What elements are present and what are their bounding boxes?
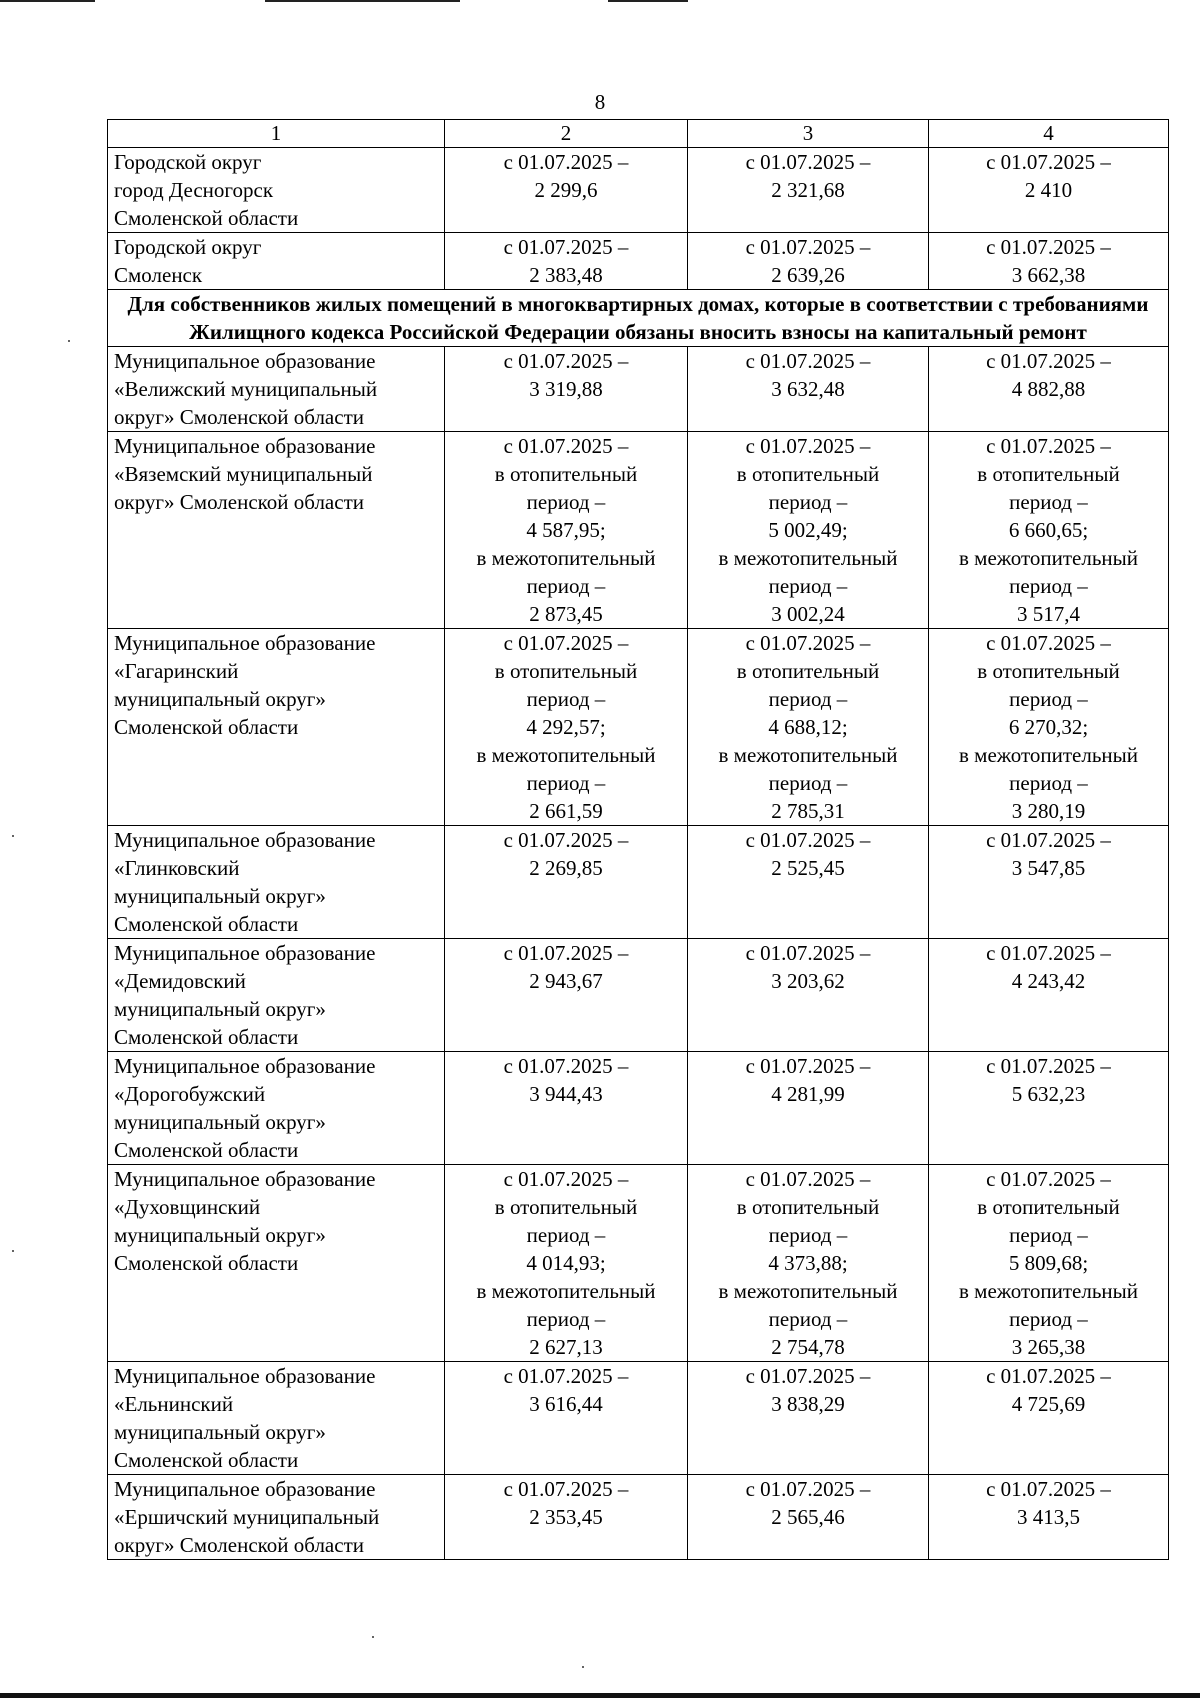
tariff-value: с 01.07.2025 – 3 413,5 bbox=[929, 1475, 1169, 1560]
table-row bbox=[108, 629, 1169, 826]
municipality-name: Муниципальное образование «Гагаринский муниципальный округ» Смоленской области bbox=[108, 629, 445, 826]
municipality-name: Муниципальное образование «Глинковский муниципальный округ» Смоленской области bbox=[108, 826, 445, 939]
column-header: 2 bbox=[445, 120, 688, 148]
scan-line bbox=[0, 0, 95, 2]
scan-speck bbox=[12, 1250, 14, 1252]
tariff-value: с 01.07.2025 – 2 269,85 bbox=[445, 826, 688, 939]
tariff-value: с 01.07.2025 – 2 383,48 bbox=[445, 233, 688, 290]
scan-line bbox=[265, 0, 460, 2]
municipality-name: Муниципальное образование «Ершичский муниципальный округ» Смоленской области bbox=[108, 1475, 445, 1560]
tariff-table bbox=[107, 119, 1169, 1560]
tariff-value: с 01.07.2025 – 2 299,6 bbox=[445, 148, 688, 233]
municipality-name: Городской округ город Десногорск Смоленской области bbox=[108, 148, 445, 233]
tariff-value: с 01.07.2025 – 3 547,85 bbox=[929, 826, 1169, 939]
tariff-value: с 01.07.2025 – 4 281,99 bbox=[688, 1052, 929, 1165]
scan-speck bbox=[372, 1636, 374, 1638]
table-row bbox=[108, 347, 1169, 432]
table-row bbox=[108, 148, 1169, 233]
page-number: 8 bbox=[594, 90, 606, 114]
scan-line bbox=[608, 0, 688, 2]
tariff-value: с 01.07.2025 – в отопительный период – 6 660,65; в межотопительный период – 3 517,4 bbox=[929, 432, 1169, 629]
tariff-value: с 01.07.2025 – 3 632,48 bbox=[688, 347, 929, 432]
table-row bbox=[108, 1362, 1169, 1475]
tariff-value: с 01.07.2025 – в отопительный период – 4 373,88; в межотопительный период – 2 754,78 bbox=[688, 1165, 929, 1362]
table-header-row bbox=[108, 120, 1169, 148]
table-row bbox=[108, 432, 1169, 629]
tariff-value: с 01.07.2025 – в отопительный период – 4 014,93; в межотопительный период – 2 627,13 bbox=[445, 1165, 688, 1362]
table-row bbox=[108, 1165, 1169, 1362]
scan-speck bbox=[582, 1666, 584, 1668]
tariff-value: с 01.07.2025 – 3 203,62 bbox=[688, 939, 929, 1052]
scan-artifact-top bbox=[0, 0, 700, 4]
scan-speck bbox=[12, 835, 14, 837]
scan-artifact-bottom bbox=[0, 1693, 1200, 1698]
municipality-name: Муниципальное образование «Велижский муниципальный округ» Смоленской области bbox=[108, 347, 445, 432]
tariff-value: с 01.07.2025 – 3 662,38 bbox=[929, 233, 1169, 290]
scan-speck bbox=[68, 340, 70, 342]
table-row bbox=[108, 233, 1169, 290]
section-heading-row bbox=[108, 290, 1169, 347]
tariff-value: с 01.07.2025 – 2 565,46 bbox=[688, 1475, 929, 1560]
tariff-value: с 01.07.2025 – 4 882,88 bbox=[929, 347, 1169, 432]
tariff-value: с 01.07.2025 – в отопительный период – 6 270,32; в межотопительный период – 3 280,19 bbox=[929, 629, 1169, 826]
tariff-value: с 01.07.2025 – 2 353,45 bbox=[445, 1475, 688, 1560]
tariff-value: с 01.07.2025 – 2 321,68 bbox=[688, 148, 929, 233]
tariff-value: с 01.07.2025 – в отопительный период – 5 809,68; в межотопительный период – 3 265,38 bbox=[929, 1165, 1169, 1362]
municipality-name: Городской округ Смоленск bbox=[108, 233, 445, 290]
municipality-name: Муниципальное образование «Вяземский муниципальный округ» Смоленской области bbox=[108, 432, 445, 629]
tariff-value: с 01.07.2025 – 4 243,42 bbox=[929, 939, 1169, 1052]
municipality-name: Муниципальное образование «Духовщинский муниципальный округ» Смоленской области bbox=[108, 1165, 445, 1362]
column-header: 3 bbox=[688, 120, 929, 148]
tariff-value: с 01.07.2025 – 2 410 bbox=[929, 148, 1169, 233]
municipality-name: Муниципальное образование «Дорогобужский муниципальный округ» Смоленской области bbox=[108, 1052, 445, 1165]
tariff-value: с 01.07.2025 – 3 319,88 bbox=[445, 347, 688, 432]
table-row bbox=[108, 1052, 1169, 1165]
tariff-value: с 01.07.2025 – 3 944,43 bbox=[445, 1052, 688, 1165]
tariff-value: с 01.07.2025 – 2 639,26 bbox=[688, 233, 929, 290]
table-row bbox=[108, 1475, 1169, 1560]
tariff-value: с 01.07.2025 – в отопительный период – 4 688,12; в межотопительный период – 2 785,31 bbox=[688, 629, 929, 826]
municipality-name: Муниципальное образование «Ельнинский муниципальный округ» Смоленской области bbox=[108, 1362, 445, 1475]
tariff-value: с 01.07.2025 – 3 838,29 bbox=[688, 1362, 929, 1475]
tariff-value: с 01.07.2025 – 2 525,45 bbox=[688, 826, 929, 939]
column-header: 4 bbox=[929, 120, 1169, 148]
section-heading: Для собственников жилых помещений в многоквартирных домах, которые в соответствии с требованиями Жилищного кодекса Российской Федерации обязаны вносить взносы на капитальный ремонт bbox=[108, 290, 1169, 347]
municipality-name: Муниципальное образование «Демидовский муниципальный округ» Смоленской области bbox=[108, 939, 445, 1052]
tariff-value: с 01.07.2025 – 3 616,44 bbox=[445, 1362, 688, 1475]
tariff-value: с 01.07.2025 – 2 943,67 bbox=[445, 939, 688, 1052]
column-header: 1 bbox=[108, 120, 445, 148]
tariff-value: с 01.07.2025 – 4 725,69 bbox=[929, 1362, 1169, 1475]
table-row bbox=[108, 826, 1169, 939]
tariff-value: с 01.07.2025 – 5 632,23 bbox=[929, 1052, 1169, 1165]
tariff-value: с 01.07.2025 – в отопительный период – 4 292,57; в межотопительный период – 2 661,59 bbox=[445, 629, 688, 826]
tariff-value: с 01.07.2025 – в отопительный период – 4 587,95; в межотопительный период – 2 873,45 bbox=[445, 432, 688, 629]
tariff-value: с 01.07.2025 – в отопительный период – 5 002,49; в межотопительный период – 3 002,24 bbox=[688, 432, 929, 629]
table-row bbox=[108, 939, 1169, 1052]
